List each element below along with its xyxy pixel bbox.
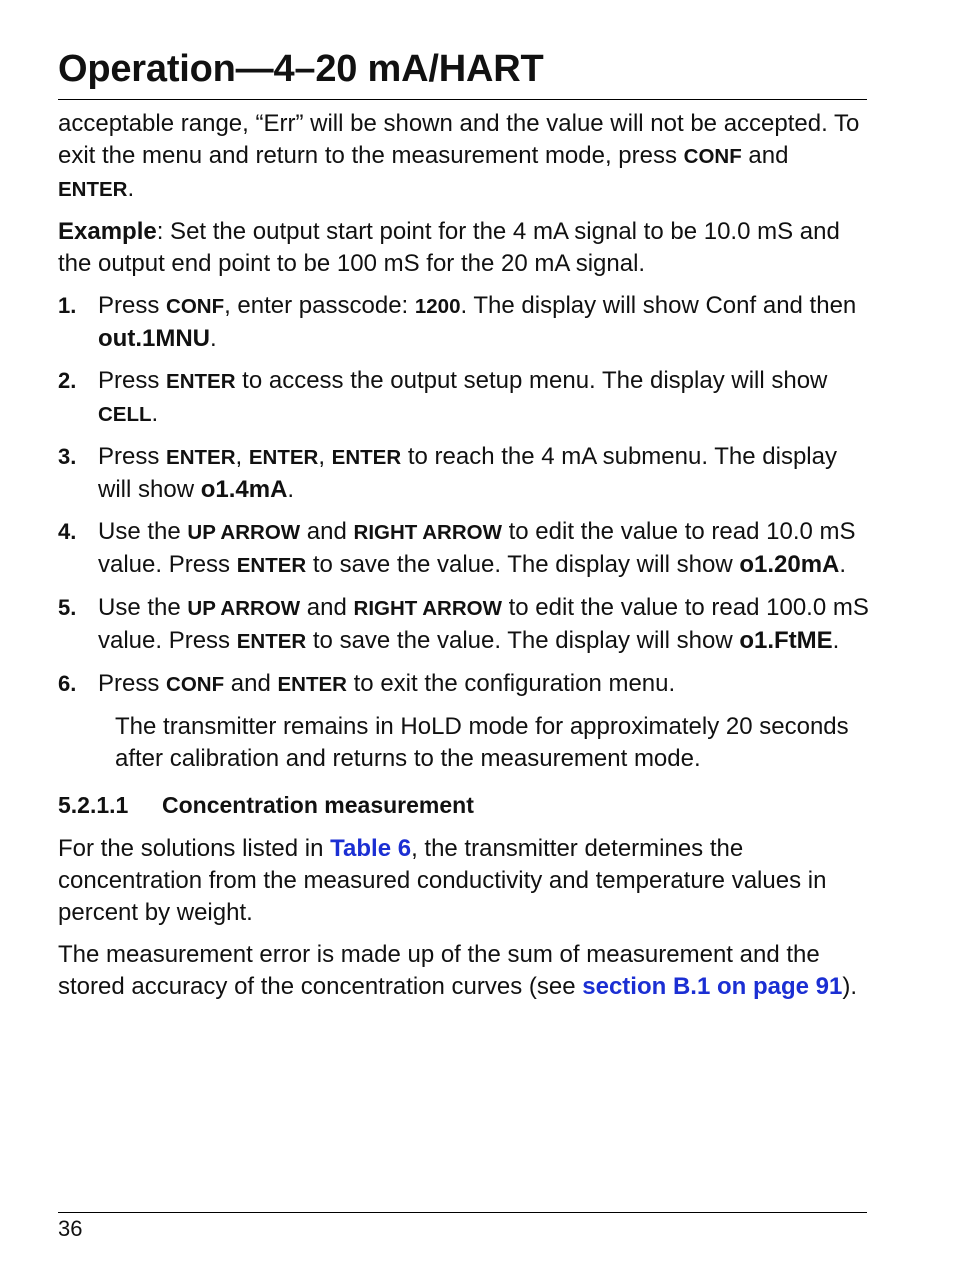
step-text: to access the output setup menu. The display will show xyxy=(235,367,828,394)
key-up-arrow: UP ARROW xyxy=(187,521,301,544)
paragraph-text: For the solutions listed in xyxy=(58,835,331,862)
key-enter: ENTER xyxy=(236,630,307,653)
key-up-arrow: UP ARROW xyxy=(187,597,301,620)
step-text: to exit the configuration menu. xyxy=(346,670,676,697)
key-enter: ENTER xyxy=(236,554,307,577)
paragraph-text: The measurement error is made up of the sum of measurement and the stored accuracy of the concentration curves (see xyxy=(58,941,820,1000)
display-value: o1.20mA xyxy=(739,551,840,578)
step-text: . xyxy=(839,551,847,578)
step-text: to save the value. The display will show xyxy=(306,551,740,578)
key-conf: CONF xyxy=(683,145,742,168)
step-text: Use the xyxy=(98,518,188,545)
step-number: 6. xyxy=(58,671,77,696)
step-text: . xyxy=(832,627,840,654)
error-paragraph xyxy=(58,939,870,1003)
example-label: Example xyxy=(58,218,157,245)
procedure-steps xyxy=(58,290,870,701)
step-text: and xyxy=(300,594,354,621)
display-value: out.1MNU xyxy=(98,325,210,352)
step-1 xyxy=(58,290,870,355)
step-text: . xyxy=(209,325,217,352)
step-4 xyxy=(58,516,870,582)
display-value: o1.4mA xyxy=(200,476,288,503)
step-number: 3. xyxy=(58,444,77,469)
step-text: Press xyxy=(98,443,167,470)
step-6 xyxy=(58,668,870,701)
step-text: , xyxy=(235,443,249,470)
intro-text: acceptable range, “Err” will be shown and the value will not be accepted. To exit the menu and return to the measurement mode, press xyxy=(58,110,860,169)
step-text: Use the xyxy=(98,594,188,621)
step-text: . The display will show Conf and then xyxy=(460,292,857,319)
key-enter: ENTER xyxy=(277,673,347,696)
display-value: CELL xyxy=(98,403,152,426)
step-number: 4. xyxy=(58,519,77,544)
example-text: : Set the output start point for the 4 mA signal to be 10.0 mS and the output end point to be 100 mS for the 20 mA signal. xyxy=(58,218,840,277)
paragraph-text: , the transmitter determines the concentration from the measured conductivity and temperature values in percent by weight. xyxy=(58,835,827,926)
step-number: 1. xyxy=(58,293,77,318)
step-2 xyxy=(58,365,870,431)
key-conf: CONF xyxy=(166,295,225,318)
step-text: . xyxy=(287,476,295,503)
section-heading xyxy=(58,789,870,821)
step-text: to edit the value to read 100.0 mS value. Press xyxy=(98,594,869,654)
passcode: 1200 xyxy=(414,295,461,318)
step-3 xyxy=(58,441,870,506)
step-text: to edit the value to read 10.0 mS value. Press xyxy=(98,518,856,578)
table-6-link[interactable]: Table 6 xyxy=(330,835,412,862)
paragraph-text: ). xyxy=(842,973,858,1000)
concentration-paragraph xyxy=(58,833,870,929)
example-paragraph xyxy=(58,216,870,280)
section-b1-link[interactable]: section B.1 on page 91 xyxy=(582,973,843,1000)
intro-paragraph xyxy=(58,108,870,206)
footer-rule xyxy=(58,1212,867,1213)
step-text: and xyxy=(224,670,278,697)
key-enter: ENTER xyxy=(166,370,236,393)
step-text: . xyxy=(151,400,159,427)
step-text: Press xyxy=(98,292,167,319)
key-enter: ENTER xyxy=(166,446,236,469)
page-title: Operation—4–20 mA/HART xyxy=(58,48,544,90)
step-number: 2. xyxy=(58,368,77,393)
header-rule xyxy=(58,99,867,100)
key-right-arrow: RIGHT ARROW xyxy=(353,521,502,544)
step-5 xyxy=(58,592,870,658)
step-text: Press xyxy=(98,670,167,697)
display-value: o1.FtME xyxy=(739,627,833,654)
key-enter: ENTER xyxy=(58,178,128,201)
section-number: 5.2.1.1 xyxy=(58,792,129,818)
note-paragraph: The transmitter remains in HoLD mode for approximately 20 seconds after calibration and returns to the measurement mode. xyxy=(115,713,849,772)
intro-text: . xyxy=(127,175,135,202)
key-conf: CONF xyxy=(166,673,225,696)
section-title: Concentration measurement xyxy=(162,792,474,818)
step-text: to reach the 4 mA submenu. The display will show xyxy=(98,443,837,503)
step-text: , enter passcode: xyxy=(224,292,415,319)
step-number: 5. xyxy=(58,595,77,620)
page-number: 36 xyxy=(58,1216,83,1241)
step-text: to save the value. The display will show xyxy=(306,627,740,654)
intro-text: and xyxy=(741,142,789,169)
key-right-arrow: RIGHT ARROW xyxy=(353,597,502,620)
step-text: , xyxy=(318,443,332,470)
key-enter: ENTER xyxy=(331,446,402,469)
step-text: and xyxy=(300,518,354,545)
page-content xyxy=(58,108,870,1013)
step-text: Press xyxy=(98,367,167,394)
key-enter: ENTER xyxy=(248,446,319,469)
